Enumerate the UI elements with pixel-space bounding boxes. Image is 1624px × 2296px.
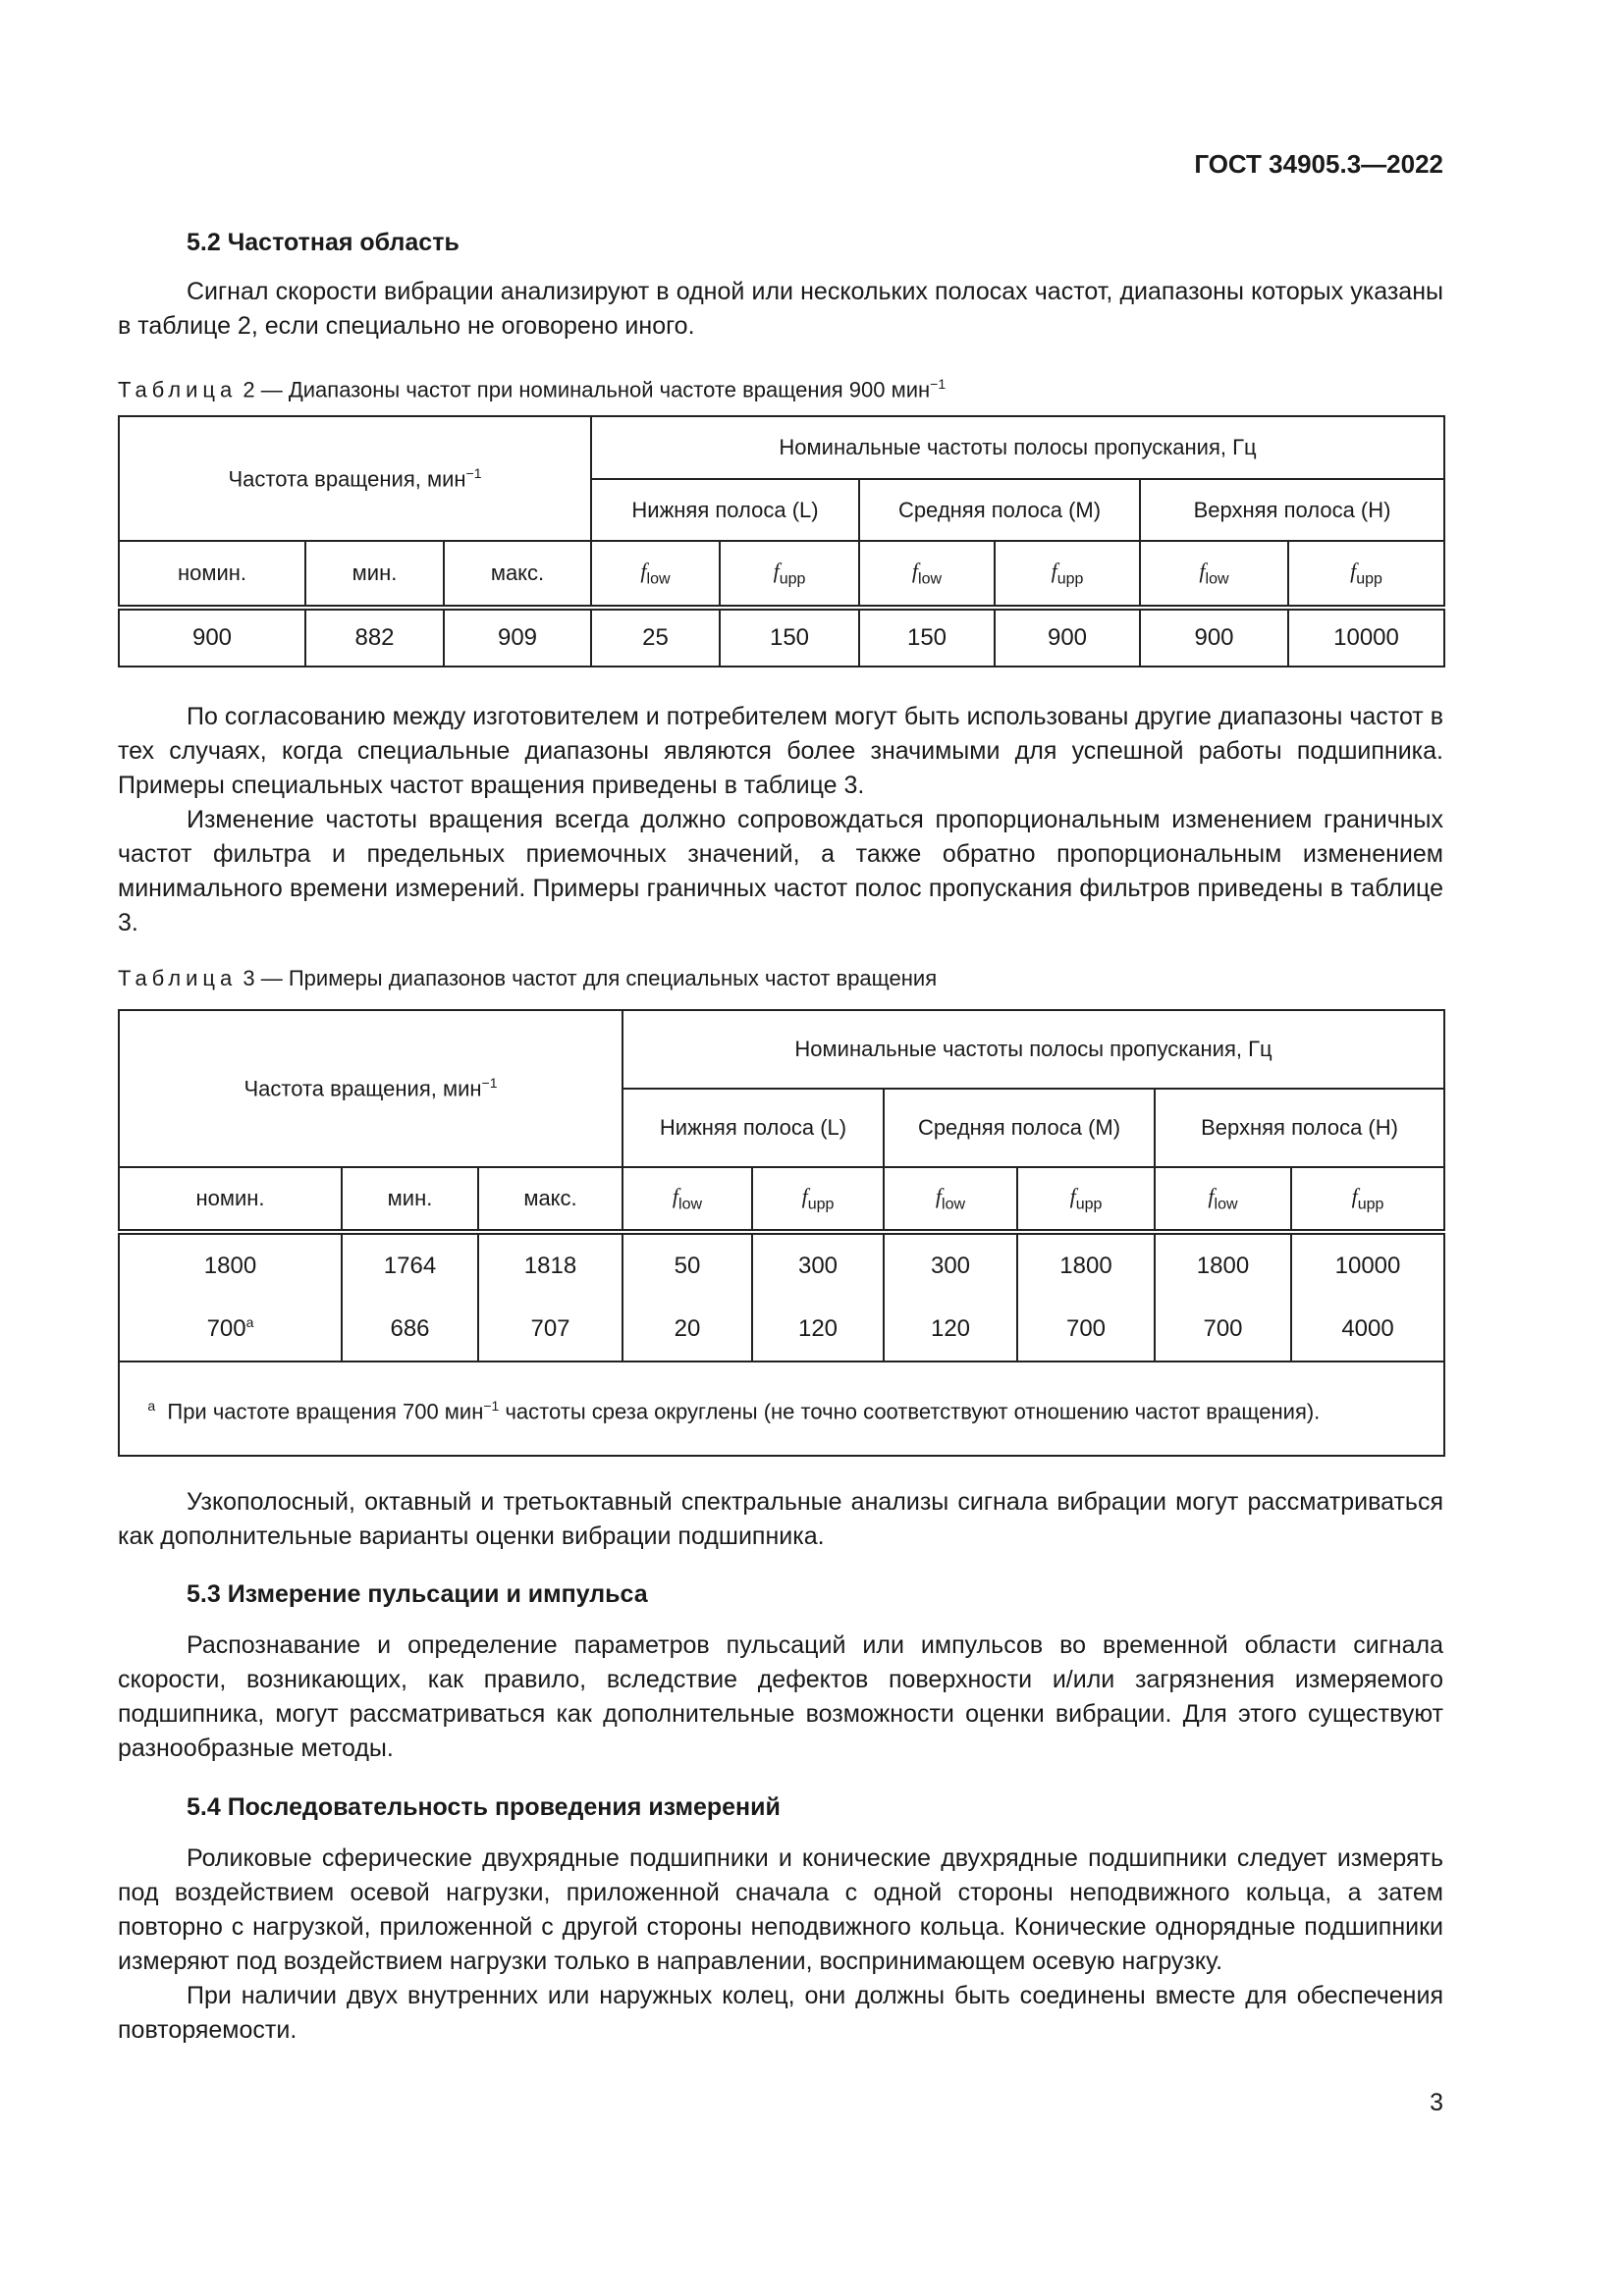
- table-row: 700$^a$ 686 707 20 120 120 700 700 4000: [119, 1297, 1444, 1362]
- col-fupp: $f_{upp}$: [1291, 1167, 1444, 1232]
- col-fupp: $f_{upp}$: [1017, 1167, 1155, 1232]
- paragraph: По согласованию между изготовителем и потребителем могут быть использованы другие диапазоны частот в тех случаях, когда специальные диапазоны являются более значимыми для успешной работы подшипника. Примеры специальных частот вращения приведены в таблице 3.: [118, 703, 1443, 799]
- section-heading: 5.4 Последовательность проведения измерений: [187, 1793, 781, 1821]
- table-2: [118, 415, 1443, 667]
- band-high: Верхняя полоса (H): [1155, 1089, 1444, 1167]
- body-text-2: [118, 1485, 1443, 1554]
- band-low: Нижняя полоса (L): [591, 479, 859, 541]
- paragraph: Распознавание и определение параметров пульсаций или импульсов во временной области сигнала скорости, возникающих, как правило, вследствие дефектов поверхности и/или загрязнения измеряемого подшипника, могут рассматриваться как дополнительные возможности оценки вибрации. Для этого существуют разнообразные методы.: [118, 1631, 1443, 1762]
- table-row: 1800 1764 1818 50 300 300 1800 1800 10000: [119, 1232, 1444, 1297]
- table-footnote: $^a$ При частоте вращения 700 мин$^{-1}$ частоты среза округлены (не точно соответствуют отношению частот вращения).: [119, 1362, 1444, 1456]
- col-flow: $f_{low}$: [884, 1167, 1017, 1232]
- col-min: мин.: [305, 541, 444, 608]
- header-nominal: Номинальные частоты полосы пропускания, Гц: [591, 416, 1444, 479]
- section-5-2: [118, 226, 1443, 344]
- table-3: [118, 1009, 1443, 1457]
- paragraph: Роликовые сферические двухрядные подшипники и конические двухрядные подшипники следует измерять под воздействием осевой нагрузки, приложенной сначала с одной стороны неподвижного кольца, а затем повторно с нагрузкой, приложенной с другой стороны неподвижного кольца. Конические однорядные подшипники измеряют под воздействием нагрузки только в направлении, воспринимающем осевую нагрузку.: [118, 1844, 1443, 1975]
- band-mid: Средняя полоса (M): [884, 1089, 1155, 1167]
- col-max: макс.: [444, 541, 591, 608]
- section-5-3: [118, 1577, 1443, 1766]
- paragraph: Узкополосный, октавный и третьоктавный спектральные анализы сигнала вибрации могут рассматриваться как дополнительные варианты оценки вибрации подшипника.: [118, 1488, 1443, 1550]
- band-low: Нижняя полоса (L): [623, 1089, 884, 1167]
- caption-text: 3 — Примеры диапазонов частот для специальных частот вращения: [243, 966, 938, 990]
- col-nom: номин.: [119, 1167, 342, 1232]
- body-text-1: [118, 700, 1443, 940]
- col-min: мин.: [342, 1167, 478, 1232]
- paragraph: Изменение частоты вращения всегда должно сопровождаться пропорциональным изменением граничных частот фильтра и предельных приемочных значений, а также обратно пропорциональным изменением минимального времени измерений. Примеры граничных частот полос пропускания фильтров приведены в таблице 3.: [118, 806, 1443, 936]
- band-mid: Средняя полоса (M): [859, 479, 1140, 541]
- section-5-4: [118, 1790, 1443, 2048]
- col-fupp: $f_{upp}$: [752, 1167, 884, 1232]
- paragraph: При наличии двух внутренних или наружных колец, они должны быть соединены вместе для обеспечения повторяемости.: [118, 1982, 1443, 2044]
- header-speed: Частота вращения, мин$^{-1}$: [119, 1010, 623, 1167]
- band-high: Верхняя полоса (H): [1140, 479, 1444, 541]
- col-nom: номин.: [119, 541, 305, 608]
- table-3-caption: [118, 964, 1443, 993]
- col-max: макс.: [478, 1167, 623, 1232]
- col-fupp: $f_{upp}$: [1288, 541, 1444, 608]
- col-flow: $f_{low}$: [1140, 541, 1288, 608]
- table-row: 900 882 909 25 150 150 900 900 10000: [119, 608, 1444, 667]
- caption-label: Таблица: [118, 966, 238, 990]
- col-flow: $f_{low}$: [623, 1167, 752, 1232]
- caption-sup: −1: [930, 376, 947, 392]
- col-fupp: $f_{upp}$: [995, 541, 1140, 608]
- section-heading: 5.3 Измерение пульсации и импульса: [187, 1580, 648, 1608]
- caption-label: Таблица: [118, 377, 238, 402]
- table-2-caption: [118, 369, 1443, 404]
- col-flow: $f_{low}$: [859, 541, 995, 608]
- header-nominal: Номинальные частоты полосы пропускания, Гц: [623, 1010, 1444, 1089]
- page-number: 3: [1430, 2089, 1443, 2116]
- header-speed: Частота вращения, мин$^{-1}$: [119, 416, 591, 541]
- col-flow: $f_{low}$: [1155, 1167, 1291, 1232]
- caption-text: 2 — Диапазоны частот при номинальной частоте вращения 900 мин: [243, 377, 931, 402]
- col-flow: $f_{low}$: [591, 541, 720, 608]
- section-heading: 5.2 Частотная область: [187, 229, 460, 256]
- document-header: ГОСТ 34905.3—2022: [1194, 149, 1443, 179]
- col-fupp: $f_{upp}$: [720, 541, 859, 608]
- paragraph: Сигнал скорости вибрации анализируют в одной или нескольких полосах частот, диапазоны которых указаны в таблице 2, если специально не оговорено иного.: [118, 278, 1443, 340]
